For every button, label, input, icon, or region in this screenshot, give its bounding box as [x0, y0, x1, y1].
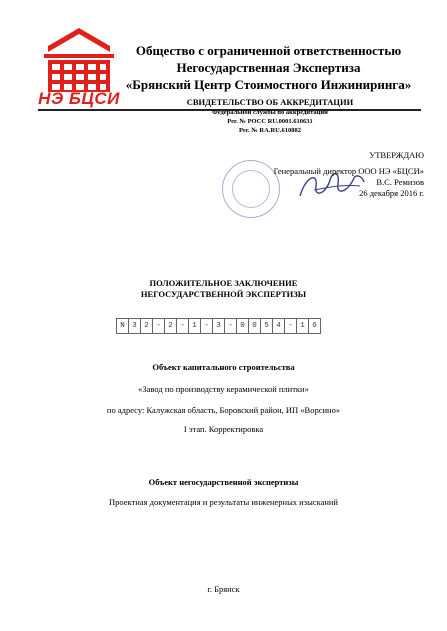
city: г. Брянск — [207, 584, 240, 594]
number-cell: - — [152, 318, 165, 334]
approval-heading: УТВЕРЖДАЮ — [369, 150, 424, 160]
logo-text: НЭ БЦСИ — [38, 89, 120, 108]
conclusion-number — [116, 318, 320, 334]
approver-name: В.С. Ремизов — [376, 177, 424, 187]
number-cell: 2 — [140, 318, 153, 334]
number-cell: - — [284, 318, 297, 334]
object-stage: I этап. Корректировка — [183, 424, 264, 434]
approval-date: 26 декабря 2016 г. — [359, 188, 424, 198]
number-cell: 3 — [128, 318, 141, 334]
conclusion-title — [0, 278, 447, 300]
number-cell: - — [176, 318, 189, 334]
number-cell: 2 — [164, 318, 177, 334]
number-cell: 1 — [296, 318, 309, 334]
number-cell: - — [224, 318, 237, 334]
registration-number-2: Рег. № RA.RU.610882 — [239, 127, 301, 134]
number-cell: 3 — [212, 318, 225, 334]
object-heading: Объект капитального строительства — [152, 362, 295, 372]
number-cell: 5 — [260, 318, 273, 334]
approver-position: Генеральный директор ООО НЭ «БЦСИ» — [273, 166, 424, 176]
expertise-object-heading: Объект негосударственной экспертизы — [148, 477, 299, 487]
accreditation-issuer: Федеральной службы по аккредитации — [212, 109, 328, 116]
accreditation-block — [120, 97, 420, 135]
company-stamp — [222, 160, 280, 218]
accreditation-title: СВИДЕТЕЛЬСТВО ОБ АККРЕДИТАЦИИ — [186, 97, 354, 107]
number-cell: 0 — [236, 318, 249, 334]
org-line-1: Общество с ограниченной ответственностью — [135, 43, 402, 58]
number-cell: N — [116, 318, 129, 334]
number-cell: 4 — [272, 318, 285, 334]
object-address: по адресу: Калужская область, Боровский район, ИП «Ворсино» — [106, 405, 341, 415]
organization-name — [116, 42, 421, 93]
registration-number-1: Рег. № РОСС RU.0001.610631 — [227, 118, 313, 125]
object-name: «Завод по производству керамической плитки» — [138, 384, 309, 394]
number-cell: 1 — [188, 318, 201, 334]
number-cell: 0 — [248, 318, 261, 334]
org-line-3: «Брянский Центр Стоимостного Инжиниринга» — [125, 77, 412, 92]
expertise-object-text: Проектная документация и результаты инженерных изысканий — [109, 497, 338, 507]
approval-block — [274, 150, 424, 199]
conclusion-title-line-1: ПОЛОЖИТЕЛЬНОЕ ЗАКЛЮЧЕНИЕ — [149, 278, 298, 288]
conclusion-title-line-2: НЕГОСУДАРСТВЕННОЙ ЭКСПЕРТИЗЫ — [140, 289, 307, 299]
number-cell: 6 — [308, 318, 321, 334]
org-line-2: Негосударственная Экспертиза — [176, 60, 361, 75]
number-cell: - — [200, 318, 213, 334]
